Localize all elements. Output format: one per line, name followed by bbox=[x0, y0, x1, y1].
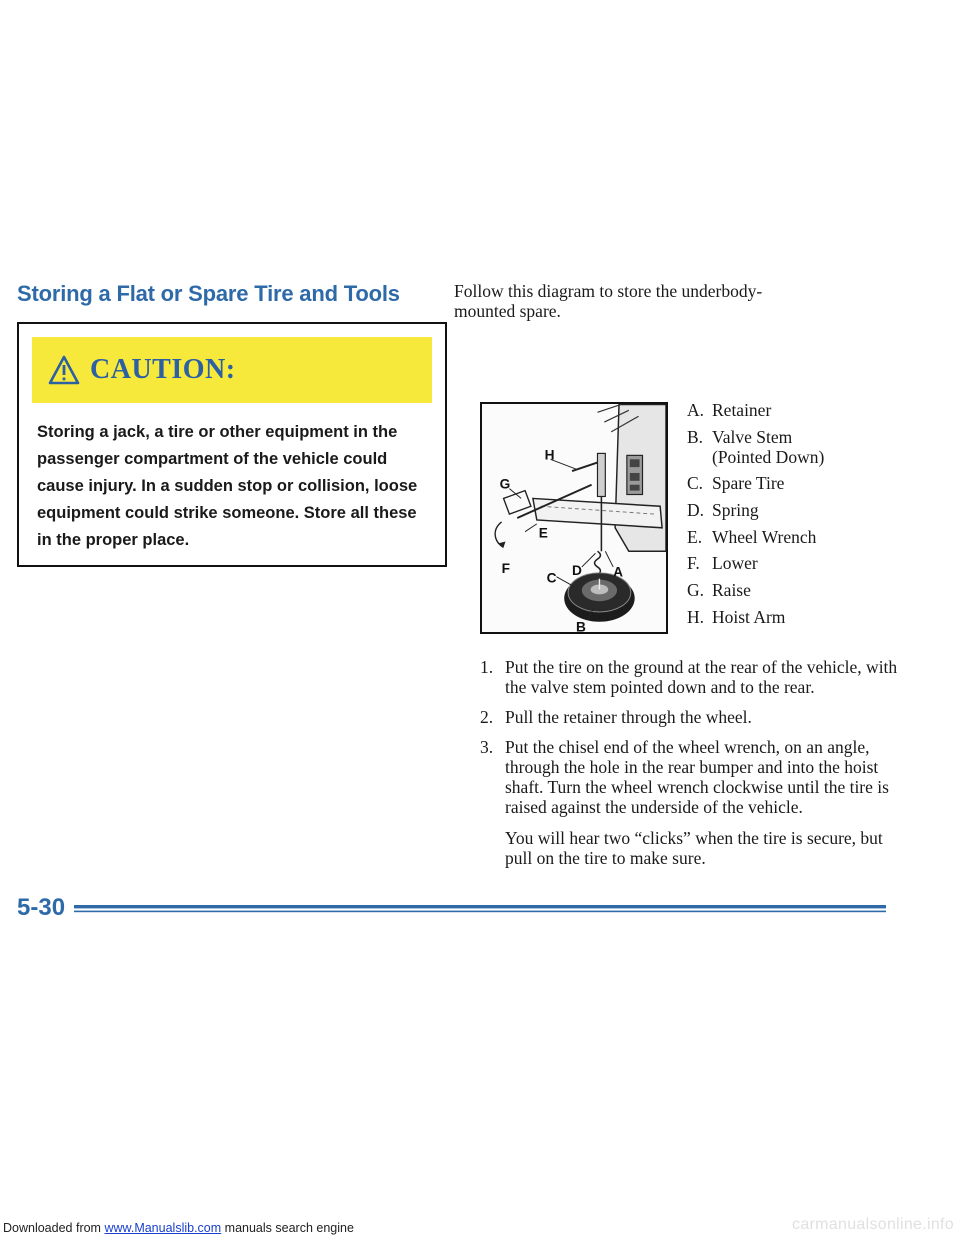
step-note: You will hear two “clicks” when the tire is secure, but pull on the tire to make sure. bbox=[505, 828, 883, 868]
legend-letter: A. bbox=[687, 400, 705, 420]
legend-label: Hoist Arm bbox=[712, 606, 786, 627]
legend-label: Retainer bbox=[712, 400, 772, 420]
warning-triangle-icon bbox=[48, 355, 80, 385]
legend-item bbox=[687, 427, 887, 467]
legend-item bbox=[687, 580, 887, 600]
spare-tire-illustration bbox=[482, 404, 666, 632]
step-number: 2. bbox=[480, 707, 494, 727]
step-number: 3. bbox=[480, 737, 494, 757]
callout-c: C bbox=[546, 570, 557, 586]
legend-letter: H. bbox=[687, 606, 705, 627]
legend-label: Wheel Wrench bbox=[712, 526, 817, 547]
step-number: 1. bbox=[480, 657, 494, 677]
legend-letter: G. bbox=[687, 580, 705, 601]
page-number: 5-30 bbox=[17, 894, 66, 921]
callout-d: D bbox=[572, 562, 582, 578]
legend-label: Spare Tire bbox=[712, 473, 785, 494]
page-rule bbox=[74, 905, 886, 914]
download-footer bbox=[3, 1221, 354, 1235]
watermark: carmanualsonline.info bbox=[792, 1216, 954, 1233]
diagram-legend bbox=[687, 400, 887, 634]
manualslib-link[interactable]: www.Manualslib.com bbox=[104, 1221, 222, 1235]
legend-label: Valve Stem (Pointed Down) bbox=[712, 426, 825, 467]
step-item bbox=[480, 737, 920, 817]
caution-box bbox=[17, 322, 447, 567]
legend-label: Raise bbox=[712, 580, 751, 601]
legend-letter: C. bbox=[687, 473, 704, 494]
step-text: Put the chisel end of the wheel wrench, on an angle, through the hole in the rear bumper and into the hoist shaft. Turn the wheel wrench clockwise until the tire is raised against the underside of the vehicle. bbox=[505, 737, 889, 817]
footer-suffix: manuals search engine bbox=[224, 1221, 354, 1235]
caution-header bbox=[32, 337, 432, 403]
legend-letter: E. bbox=[687, 526, 703, 547]
caution-label: CAUTION: bbox=[90, 354, 236, 385]
callout-f: F bbox=[501, 560, 510, 576]
legend-item bbox=[687, 607, 887, 627]
legend-label: Spring bbox=[712, 500, 759, 521]
legend-letter: F. bbox=[687, 553, 700, 574]
footer-prefix: Downloaded from bbox=[3, 1221, 101, 1235]
legend-label: Lower bbox=[712, 553, 758, 574]
callout-a: A bbox=[613, 564, 624, 580]
intro-text: Follow this diagram to store the underbody-mounted spare. bbox=[454, 281, 763, 321]
legend-item bbox=[687, 553, 887, 573]
step-item bbox=[480, 657, 920, 697]
step-text: Pull the retainer through the wheel. bbox=[505, 707, 752, 727]
step-item bbox=[480, 707, 920, 727]
legend-item bbox=[687, 527, 887, 547]
legend-letter: B. bbox=[687, 426, 704, 447]
callout-b: B bbox=[575, 619, 586, 632]
callout-h: H bbox=[544, 447, 555, 463]
legend-item bbox=[687, 500, 887, 520]
section-title: Storing a Flat or Spare Tire and Tools bbox=[17, 281, 400, 306]
callout-e: E bbox=[538, 525, 548, 541]
legend-item bbox=[687, 400, 887, 420]
legend-item bbox=[687, 473, 887, 493]
callout-g: G bbox=[499, 476, 511, 492]
step-text: Put the tire on the ground at the rear of the vehicle, with the valve stem pointed down and to the rear. bbox=[505, 657, 898, 697]
caution-text: Storing a jack, a tire or other equipment in the passenger compartment of the vehicle could cause injury. In a sudden stop or collision, loose equipment could strike someone. Store all these in the proper place. bbox=[37, 423, 418, 549]
legend-letter: D. bbox=[687, 500, 705, 521]
spare-tire-diagram bbox=[480, 402, 668, 634]
instruction-steps bbox=[480, 657, 920, 827]
